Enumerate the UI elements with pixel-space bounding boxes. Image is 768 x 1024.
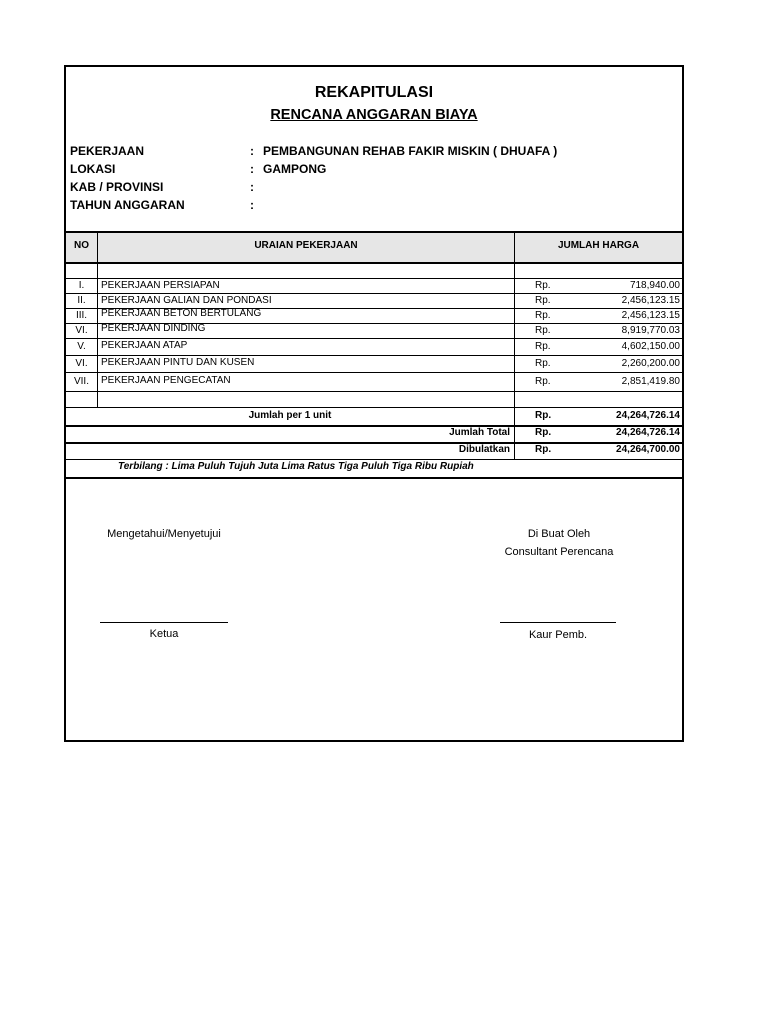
info-separator: :: [250, 198, 254, 212]
col-divider-no: [97, 232, 98, 407]
signature-left-role: Ketua: [149, 628, 179, 640]
row-line: [66, 338, 682, 339]
row-no: VI.: [75, 358, 88, 369]
total-label: Dibulatkan: [458, 444, 510, 455]
info-label-kab-provinsi: KAB / PROVINSI: [70, 180, 164, 194]
document-title: REKAPITULASI: [314, 84, 434, 101]
document-subtitle: RENCANA ANGGARAN BIAYA: [270, 107, 478, 123]
row-uraian: PEKERJAAN PINTU DAN KUSEN: [101, 357, 255, 368]
table-header-bottom-border: [66, 262, 682, 264]
row-amount: 2,456,123.15: [621, 310, 680, 321]
row-uraian: PEKERJAAN GALIAN DAN PONDASI: [101, 295, 272, 306]
total-amount: 24,264,726.14: [616, 410, 680, 421]
row-uraian: PEKERJAAN DINDING: [101, 323, 206, 334]
row-no: VII.: [73, 376, 89, 387]
total-label: Jumlah Total: [449, 427, 510, 438]
total-amount: 24,264,700.00: [616, 444, 680, 455]
row-uraian: PEKERJAAN ATAP: [101, 340, 188, 351]
row-line: [66, 278, 682, 279]
table-bottom-border: [66, 477, 682, 479]
row-uraian: PEKERJAAN PERSIAPAN: [101, 280, 220, 291]
total-currency: Rp.: [535, 410, 552, 421]
row-no: II.: [77, 295, 86, 306]
row-no: I.: [78, 280, 85, 291]
row-no: III.: [75, 310, 88, 321]
info-label-lokasi: LOKASI: [70, 162, 116, 176]
row-amount: 2,260,200.00: [621, 358, 680, 369]
total-currency: Rp.: [535, 427, 552, 438]
signature-left-caption: Mengetahui/Menyetujui: [107, 528, 221, 540]
header-uraian: URAIAN PEKERJAAN: [254, 240, 358, 251]
row-currency: Rp.: [535, 341, 551, 352]
row-amount: 2,851,419.80: [621, 376, 680, 387]
total-currency: Rp.: [535, 444, 552, 455]
row-line: [66, 355, 682, 356]
row-line: [66, 459, 682, 460]
info-separator: :: [250, 144, 254, 158]
row-currency: Rp.: [535, 310, 551, 321]
row-currency: Rp.: [535, 325, 551, 336]
row-amount: 718,940.00: [629, 280, 680, 291]
header-no: NO: [74, 240, 89, 251]
signature-right-role: Kaur Pemb.: [528, 629, 588, 641]
row-currency: Rp.: [535, 376, 551, 387]
info-separator: :: [250, 162, 254, 176]
row-no: VI.: [75, 325, 88, 336]
info-separator: :: [250, 180, 254, 194]
row-line: [66, 372, 682, 373]
row-currency: Rp.: [535, 295, 551, 306]
signature-right-caption1: Di Buat Oleh: [527, 528, 591, 540]
signature-right-caption2: Consultant Perencana: [504, 546, 614, 558]
row-uraian: PEKERJAAN BETON BERTULANG: [101, 308, 262, 319]
info-label-tahun-anggaran: TAHUN ANGGARAN: [70, 198, 185, 212]
table-top-border: [66, 231, 682, 233]
info-value-pekerjaan: PEMBANGUNAN REHAB FAKIR MISKIN ( DHUAFA ): [263, 144, 558, 158]
row-line: [66, 293, 682, 294]
info-label-pekerjaan: PEKERJAAN: [70, 144, 145, 158]
row-amount: 8,919,770.03: [621, 325, 680, 336]
row-line: [66, 391, 682, 392]
row-line: [66, 407, 682, 408]
row-currency: Rp.: [535, 358, 551, 369]
row-uraian: PEKERJAAN PENGECATAN: [101, 375, 231, 386]
row-currency: Rp.: [535, 280, 551, 291]
signature-right-line: [500, 622, 616, 623]
total-label: Jumlah per 1 unit: [248, 410, 332, 421]
row-amount: 4,602,150.00: [621, 341, 680, 352]
info-value-lokasi: GAMPONG: [263, 162, 327, 176]
signature-left-line: [100, 622, 228, 623]
terbilang-text: Terbilang : Lima Puluh Tujuh Juta Lima Ratus Tiga Puluh Tiga Ribu Rupiah: [118, 461, 474, 472]
row-no: V.: [77, 341, 86, 352]
row-amount: 2,456,123.15: [621, 295, 680, 306]
header-jumlah: JUMLAH HARGA: [557, 240, 640, 251]
total-amount: 24,264,726.14: [616, 427, 680, 438]
document-frame: [64, 65, 684, 742]
